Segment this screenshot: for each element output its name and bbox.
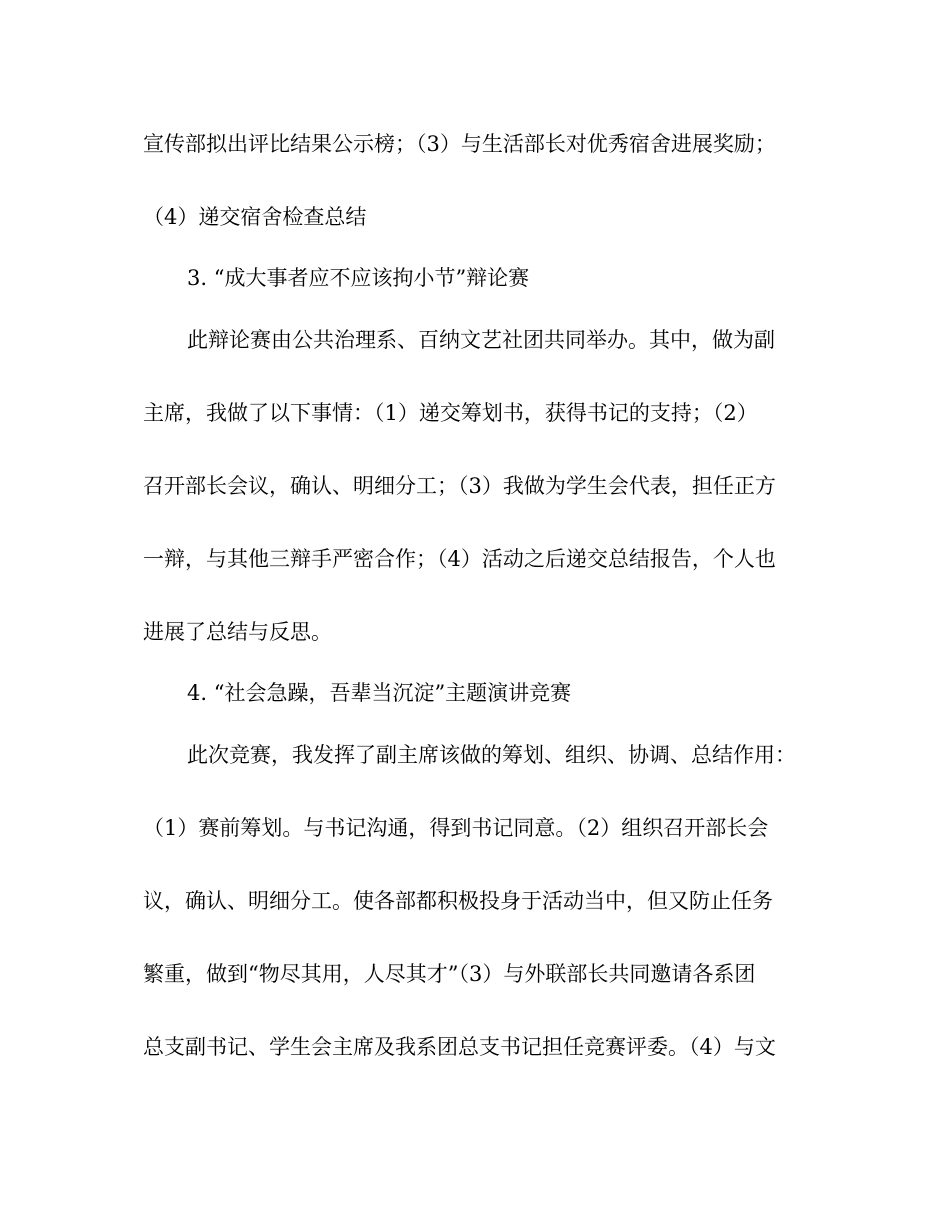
section-heading-3: 3. “成大事者应不应该拘小节”辩论赛 xyxy=(187,266,530,290)
section-heading-4: 4. “社会急躁，吾辈当沉淀”主题演讲竞赛 xyxy=(187,681,572,705)
paragraph-line: 进展了总结与反思。 xyxy=(143,620,332,644)
paragraph-line: 一辩，与其他三辩手严密合作；（4）活动之后递交总结报告，个人也 xyxy=(143,547,776,571)
paragraph-line: （4）递交宿舍检查总结 xyxy=(143,205,367,229)
paragraph-line: 宣传部拟出评比结果公示榜；（3）与生活部长对优秀宿舍进展奖励； xyxy=(143,132,776,156)
paragraph-line: 繁重，做到“物尽其用，人尽其才”（3）与外联部长共同邀请各系团 xyxy=(143,962,756,986)
paragraph-line: 主席，我做了以下事情：（1）递交筹划书，获得书记的支持；（2） xyxy=(143,401,758,425)
paragraph-line: 召开部长会议，确认、明细分工；（3）我做为学生会代表，担任正方 xyxy=(143,474,776,498)
paragraph-line: 此次竞赛，我发挥了副主席该做的筹划、组织、协调、总结作用： xyxy=(187,743,796,767)
paragraph-line: （1）赛前筹划。与书记沟通，得到书记同意。（2）组织召开部长会 xyxy=(143,816,769,840)
paragraph-line: 此辩论赛由公共治理系、百纳文艺社团共同举办。其中，做为副 xyxy=(187,328,775,352)
paragraph-line: 总支副书记、学生会主席及我系团总支书记担任竞赛评委。（4）与文 xyxy=(143,1035,776,1059)
paragraph-line: 议，确认、明细分工。使各部都积极投身于活动当中，但又防止任务 xyxy=(143,889,773,913)
